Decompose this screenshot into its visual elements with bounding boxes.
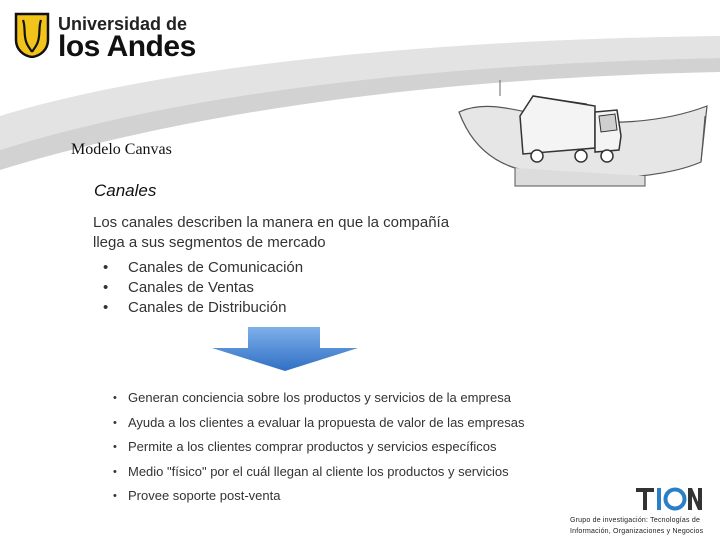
down-arrow-icon	[212, 327, 358, 371]
slide-subtitle: Canales	[94, 181, 157, 200]
list-item: • Generan conciencia sobre los productos y servicios de la empresa	[113, 386, 525, 411]
channel-functions-list	[113, 386, 525, 509]
list-item: • Canales de Comunicación	[103, 258, 303, 278]
description	[93, 213, 493, 253]
footer-caption	[570, 515, 716, 537]
footer-line: Información, Organizaciones y Negocios	[570, 528, 704, 535]
shield-icon	[14, 12, 50, 58]
description-line: llega a sus segmentos de mercado	[93, 234, 326, 251]
footer-line: Grupo de investigación: Tecnologías de	[570, 517, 701, 524]
university-logo	[14, 12, 196, 63]
list-item: • Permite a los clientes comprar productos y servicios específicos	[113, 435, 525, 460]
logo-text-line2: los Andes	[58, 30, 196, 63]
description-line: Los canales describen la manera en que la compañía	[93, 214, 450, 231]
list-item: • Medio "físico" por el cuál llegan al cliente los productos y servicios	[113, 460, 525, 485]
list-item: • Canales de Ventas	[103, 278, 303, 298]
list-item: • Ayuda a los clientes a evaluar la propuesta de valor de las empresas	[113, 411, 525, 436]
channel-types-list	[103, 258, 303, 318]
list-item: • Canales de Distribución	[103, 298, 303, 318]
logo-text-line1: Universidad de	[58, 14, 188, 34]
tion-logo	[636, 485, 702, 513]
section-title: Modelo Canvas	[71, 141, 172, 158]
list-item: • Provee soporte post-venta	[113, 484, 525, 509]
truck-illustration	[455, 76, 710, 194]
